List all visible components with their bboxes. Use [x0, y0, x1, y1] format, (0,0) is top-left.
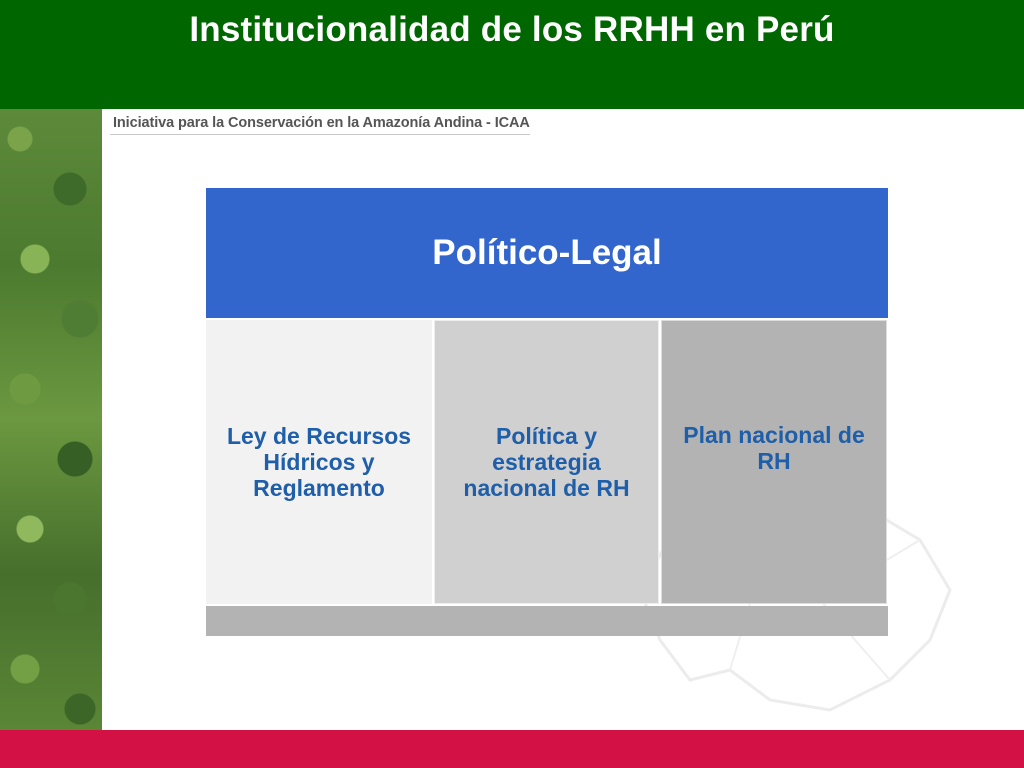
- diagram-column-1: [206, 320, 432, 604]
- title-bar: [0, 0, 1024, 109]
- diagram-column-3: [661, 320, 887, 604]
- icaa-banner: Iniciativa para la Conservación en la Amazonía Andina - ICAA: [110, 111, 530, 135]
- diagram-header-box: [206, 188, 888, 318]
- diagram-header-label: Político-Legal: [432, 233, 662, 272]
- diagram-column-label: Plan nacional de RH: [683, 422, 865, 474]
- diagram-footer-box: [206, 606, 888, 636]
- diagram-column-2: [434, 320, 659, 604]
- bottom-bar: [0, 730, 1024, 768]
- diagram-column-label: Ley de Recursos Hídricos y Reglamento: [226, 423, 412, 501]
- forest-image-strip: [0, 109, 102, 730]
- diagram-column-label: Política y estrategia nacional de RH: [463, 423, 630, 501]
- slide-title: Institucionalidad de los RRHH en Perú: [189, 10, 835, 49]
